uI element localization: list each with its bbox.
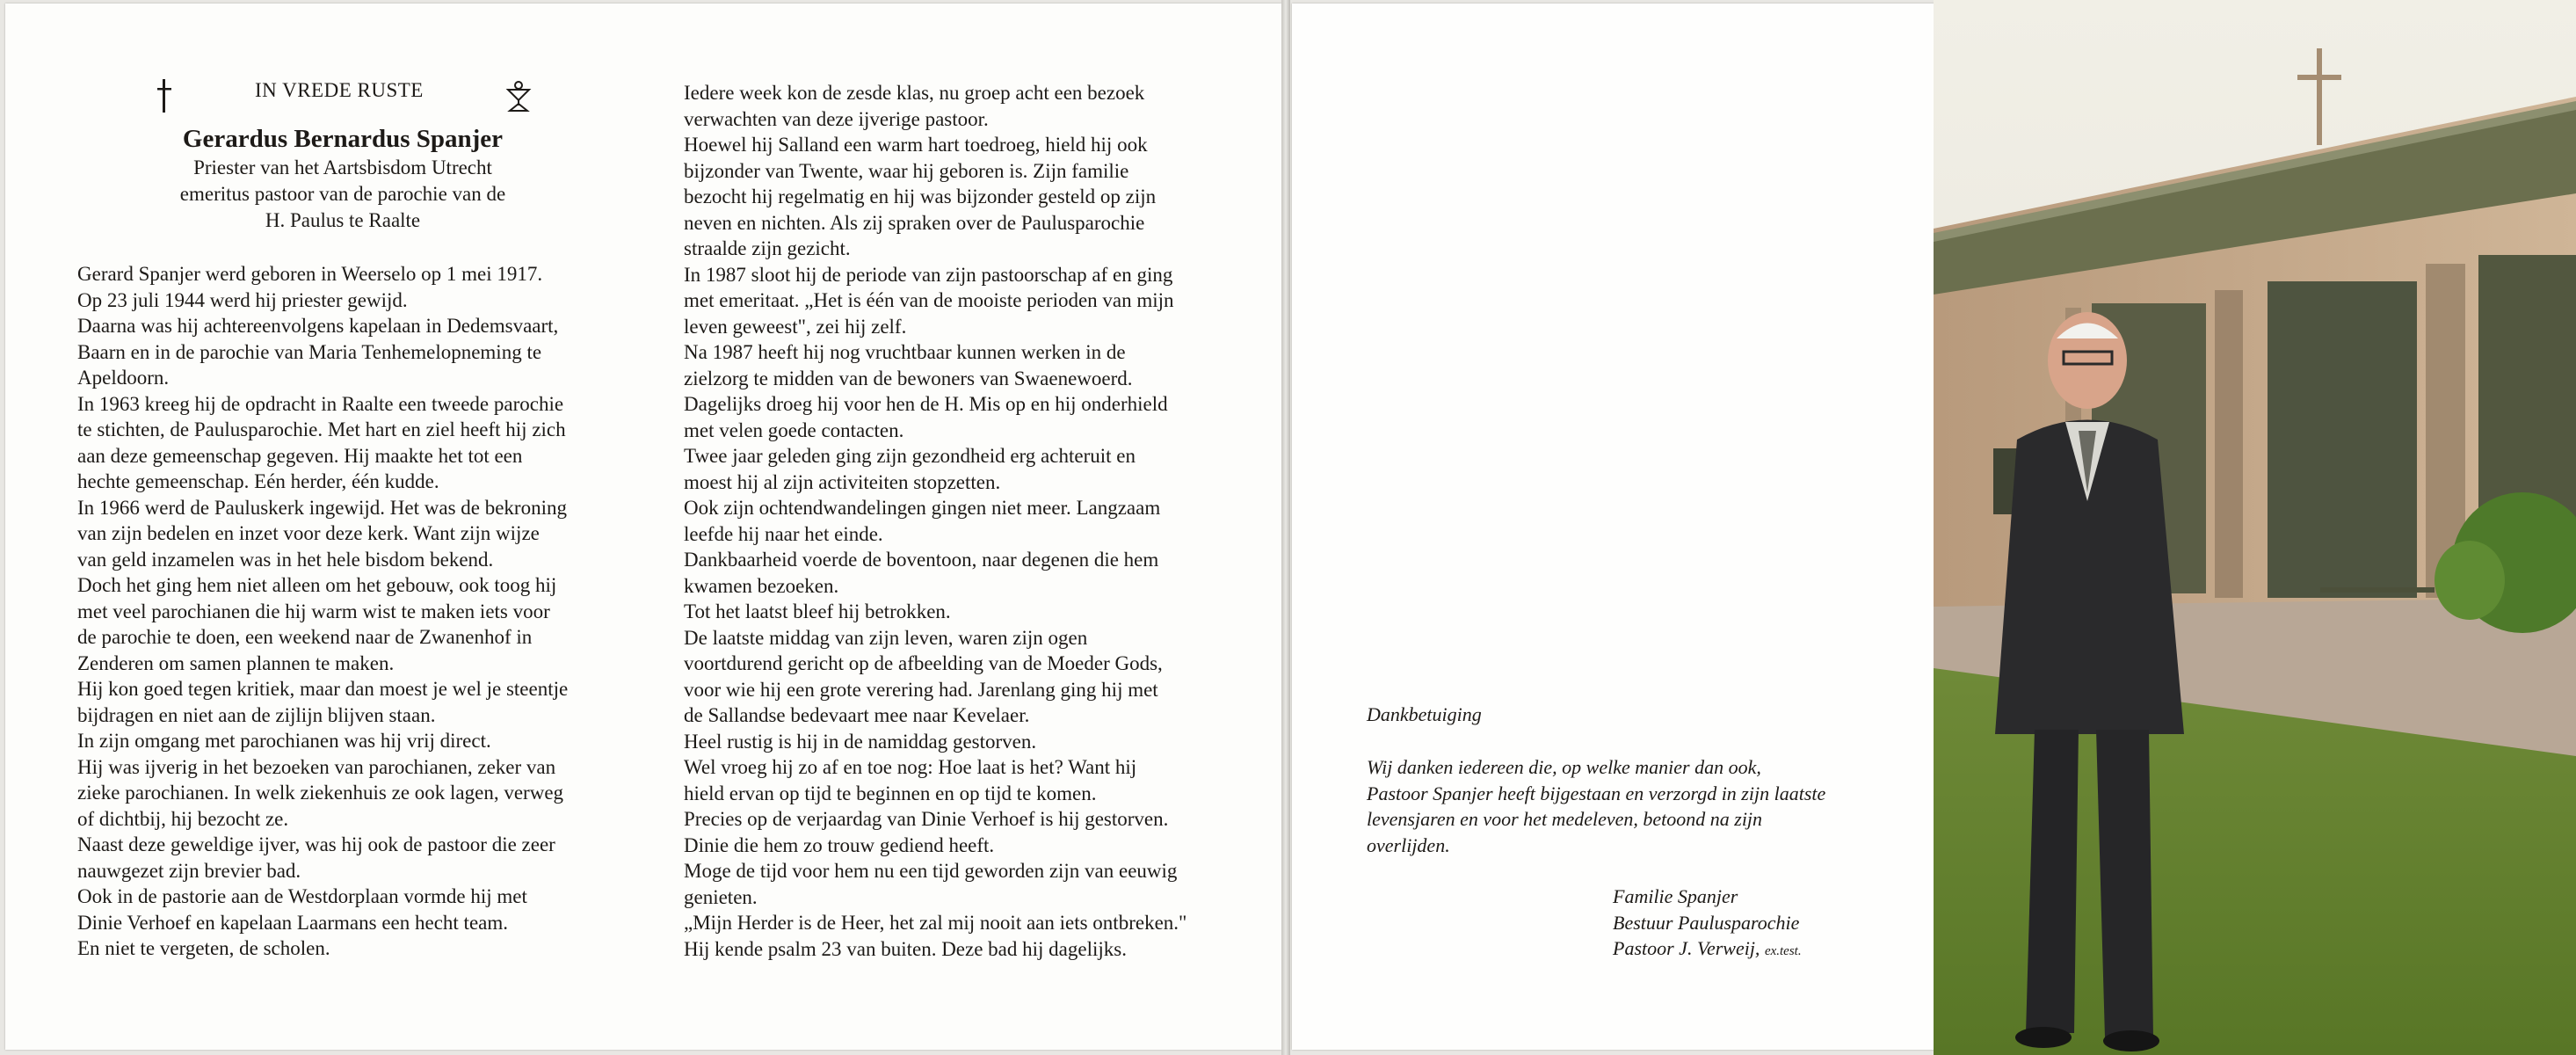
text-line: In zijn omgang met parochianen was hij vrij direct. <box>77 730 491 752</box>
text-line: Pastoor Spanjer heeft bijgestaan en verzorgd in zijn laatste <box>1367 782 1826 804</box>
text-line: Dankbaarheid voerde de boventoon, naar degenen die hem <box>684 549 1159 571</box>
text-line: Precies op de verjaardag van Dinie Verhoef is hij gestorven. <box>684 808 1169 830</box>
text-line: Na 1987 heeft hij nog vruchtbaar kunnen werken in de <box>684 341 1126 363</box>
text-line: Apeldoorn. <box>77 367 170 389</box>
text-line: met emeritaat. „Het is één van de mooiste perioden van mijn <box>684 289 1174 311</box>
text-line: voortdurend gericht op de afbeelding van de Moeder Gods, <box>684 652 1163 674</box>
thanks-heading: Dankbetuiging <box>1367 703 1482 725</box>
text-line: zielzorg te midden van de bewoners van Swaenewoerd. <box>684 367 1133 389</box>
text-line: bezocht hij regelmatig en hij was bijzonder gesteld op zijn <box>684 186 1157 207</box>
text-line: Hij was ijverig in het bezoeken van parochianen, zeker van <box>77 755 556 778</box>
text-line: Ook in de pastorie aan de Westdorplaan vormde hij met <box>77 885 527 907</box>
photo-illustration <box>1934 0 2576 1055</box>
text-line: de Sallandse bedevaart mee naar Kevelaer. <box>684 704 1030 726</box>
title-line-3: H. Paulus te Raalte <box>265 209 421 231</box>
signature-pastor-name: Pastoor J. Verweij, <box>1613 937 1760 959</box>
text-line: Daarna was hij achtereenvolgens kapelaan in Dedemsvaart, <box>77 315 559 337</box>
text-line: „Mijn Herder is de Heer, het zal mij nooit aan iets ontbreken." <box>684 912 1187 934</box>
text-line: Hoewel hij Salland een warm hart toedroeg, hield hij ook <box>684 134 1148 156</box>
text-line: overlijden. <box>1367 833 1450 856</box>
text-line: moest hij al zijn activiteiten stopzetten. <box>684 470 1001 493</box>
text-line: zieke parochianen. In welk ziekenhuis ze ook lagen, verweg <box>77 782 564 804</box>
text-line: Op 23 juli 1944 werd hij priester gewijd. <box>77 288 408 311</box>
text-line: Hij kende psalm 23 van buiten. Deze bad hij dagelijks. <box>684 937 1127 960</box>
text-line: In 1963 kreeg hij de opdracht in Raalte een tweede parochie <box>77 392 564 415</box>
text-line: bijzonder van Twente, waar hij geboren is. Zijn familie <box>684 159 1129 182</box>
text-line: Zenderen om samen plannen te maken. <box>77 651 395 674</box>
text-line: Baarn en in de parochie van Maria Tenhemelopneming te <box>77 340 542 363</box>
text-line: aan deze gemeenschap gegeven. Hij maakte het tot een <box>77 444 523 467</box>
text-line: nauwgezet zijn brevier bad. <box>77 859 301 882</box>
cross-icon <box>155 79 174 113</box>
text-line: Dinie die hem zo trouw gediend heeft. <box>684 833 995 856</box>
chalice-icon <box>504 81 533 113</box>
text-line: van geld inzamelen was in het hele bisdom bekend. <box>77 548 494 571</box>
signature-family: Familie Spanjer <box>1613 885 1738 907</box>
text-line: Tot het laatst bleef hij betrokken. <box>684 600 951 622</box>
text-line: kwamen bezoeken. <box>684 574 839 597</box>
text-line: In 1966 werd de Pauluskerk ingewijd. Het was de bekroning <box>77 496 567 519</box>
text-line: neven en nichten. Als zij spraken over de Paulusparochie <box>684 211 1145 234</box>
text-line: hechte gemeenschap. Eén herder, één kudde. <box>77 470 439 492</box>
text-line: In 1987 sloot hij de periode van zijn pastoorschap af en ging <box>684 263 1173 286</box>
text-line: de parochie te doen, een weekend naar de Zwanenhof in <box>77 626 533 648</box>
text-line: leven geweest", zei hij zelf. <box>684 315 907 338</box>
text-line: met veel parochianen die hij warm wist te maken iets voor <box>77 600 550 622</box>
text-line: van zijn bedelen en inzet voor deze kerk. Want zijn wijze <box>77 522 540 544</box>
deceased-name: Gerardus Bernardus Spanjer <box>182 125 504 153</box>
priest-portrait-photo <box>1934 0 2576 1055</box>
text-line: bijdragen en niet aan de zijlijn blijven staan. <box>77 703 436 726</box>
text-line: Iedere week kon de zesde klas, nu groep acht een bezoek <box>684 82 1145 104</box>
text-line: met velen goede contacten. <box>684 418 904 441</box>
text-line: verwachten van deze ijverige pastoor. <box>684 107 989 130</box>
text-line: Dagelijks droeg hij voor hen de H. Mis op en hij onderhield <box>684 393 1168 415</box>
text-line: straalde zijn gezicht. <box>684 237 851 259</box>
text-line: voor wie hij een grote verering had. Jarenlang ging hij met <box>684 678 1158 701</box>
title-line-2: emeritus pastoor van de parochie van de <box>179 183 506 205</box>
text-line: Ook zijn ochtendwandelingen gingen niet meer. Langzaam <box>684 497 1161 519</box>
text-line: Twee jaar geleden ging zijn gezondheid erg achteruit en <box>684 445 1136 467</box>
signatures <box>1613 884 1802 962</box>
text-line: Moge de tijd voor hem nu een tijd geworden zijn van eeuwig <box>684 860 1178 882</box>
biography-column-2 <box>684 80 1229 962</box>
text-line: Wel vroeg hij zo af en toe nog: Hoe laat is het? Want hij <box>684 756 1137 778</box>
text-line: levensjaren en voor het medeleven, betoond na zijn <box>1367 808 1763 830</box>
text-line: Wij danken iedereen die, op welke manier dan ook, <box>1367 756 1761 778</box>
rip-heading: IN VREDE RUSTE <box>255 79 424 101</box>
card-fold <box>1281 0 1290 1055</box>
signature-pastor <box>1613 935 1802 962</box>
signature-board: Bestuur Paulusparochie <box>1613 911 1800 934</box>
text-line: of dichtbij, hij bezocht ze. <box>77 807 289 830</box>
text-line: leefde hij naar het einde. <box>684 522 883 545</box>
text-line: En niet te vergeten, de scholen. <box>77 937 330 959</box>
biography-column-1 <box>77 261 622 962</box>
text-line: hield ervan op tijd te beginnen en op tijd te komen. <box>684 782 1097 804</box>
text-line: te stichten, de Paulusparochie. Met hart en ziel heeft hij zich <box>77 418 566 440</box>
signature-note: ex.test. <box>1764 944 1802 958</box>
text-line: Hij kon goed tegen kritiek, maar dan moest je wel je steentje <box>77 678 569 700</box>
text-line: Dinie Verhoef en kapelaan Laarmans een hecht team. <box>77 911 509 934</box>
text-line: genieten. <box>684 885 758 908</box>
thanks-text <box>1367 754 1859 858</box>
text-line: Heel rustig is hij in de namiddag gestorven. <box>684 730 1037 753</box>
text-line: Doch het ging hem niet alleen om het gebouw, ook toog hij <box>77 574 557 596</box>
text-line: Gerard Spanjer werd geboren in Weerselo op 1 mei 1917. <box>77 263 543 285</box>
text-line: Naast deze geweldige ijver, was hij ook de pastoor die zeer <box>77 833 555 855</box>
title-line-1: Priester van het Aartsbisdom Utrecht <box>193 156 492 178</box>
text-line: De laatste middag van zijn leven, waren zijn ogen <box>684 626 1088 649</box>
